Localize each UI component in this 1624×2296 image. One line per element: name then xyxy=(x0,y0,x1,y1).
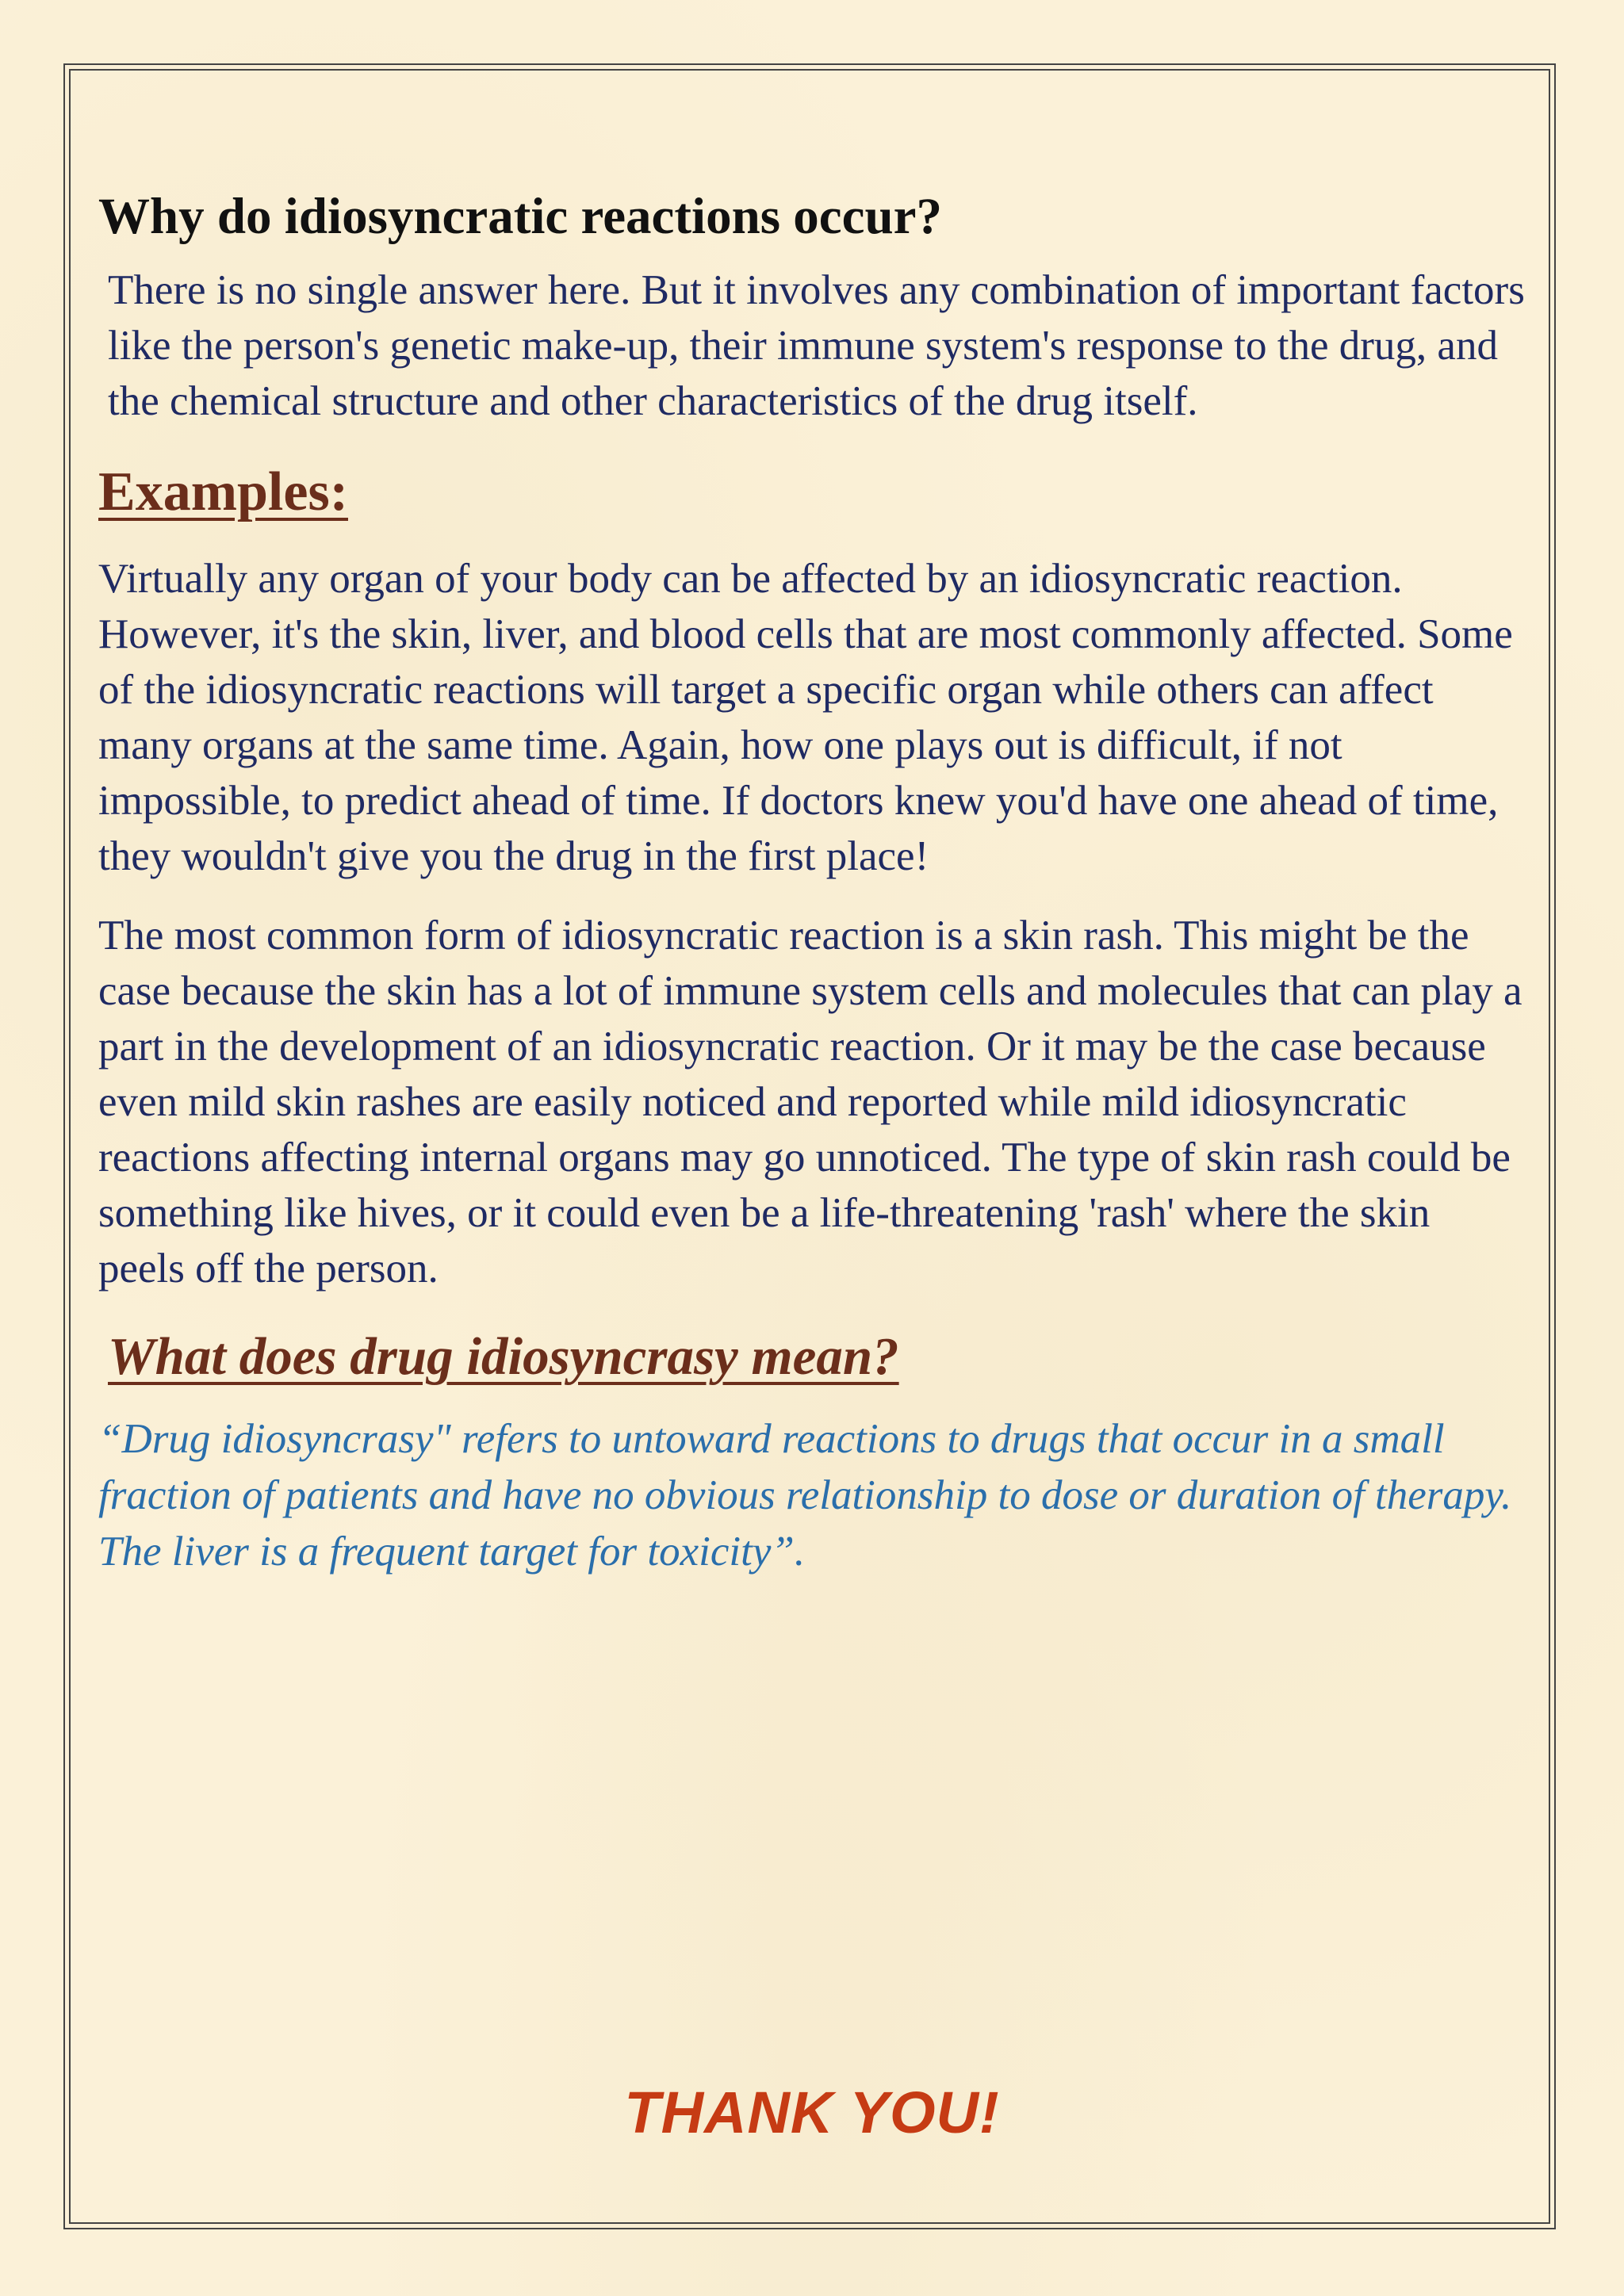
heading-drug-idiosyncrasy-meaning: What does drug idiosyncrasy mean? xyxy=(108,1327,899,1387)
definition-quote: “Drug idiosyncrasy" refers to untoward reactions to drugs that occur in a small fraction of patients and have no obvious relationship to dose or duration of therapy. The liver is a frequent target for toxicity”. xyxy=(98,1416,1512,1575)
heading-why-reactions-occur: Why do idiosyncratic reactions occur? xyxy=(98,188,942,245)
document-content xyxy=(98,187,1526,1580)
examples-paragraph-skin-rash: The most common form of idiosyncratic reaction is a skin rash. This might be the case because the skin has a lot of immune system cells and molecules that can play a part in the development of an idiosyncratic reaction. Or it may be the case because even mild skin rashes are easily noticed and reported while mild idiosyncratic reactions affecting internal organs may go unnoticed. The type of skin rash could be something like hives, or it could even be a life-threatening 'rash' where the skin peels off the person. xyxy=(98,913,1522,1292)
examples-paragraph-organs: Virtually any organ of your body can be affected by an idiosyncratic reaction. However, it's the skin, liver, and blood cells that are most commonly affected. Some of the idiosyncratic reactions will target a specific organ while others can affect many organs at the same time. Again, how one plays out is difficult, if not impossible, to predict ahead of time. If doctors knew you'd have one ahead of time, they wouldn't give you the drug in the first place! xyxy=(98,556,1513,880)
examples-heading: Examples: xyxy=(98,461,348,522)
intro-paragraph: There is no single answer here. But it involves any combination of important factors like the person's genetic make-up, their immune system's response to the drug, and the chemical structure and other characteristics of the drug itself. xyxy=(108,266,1525,424)
thank-you-closing: THANK YOU! xyxy=(624,2080,1000,2145)
